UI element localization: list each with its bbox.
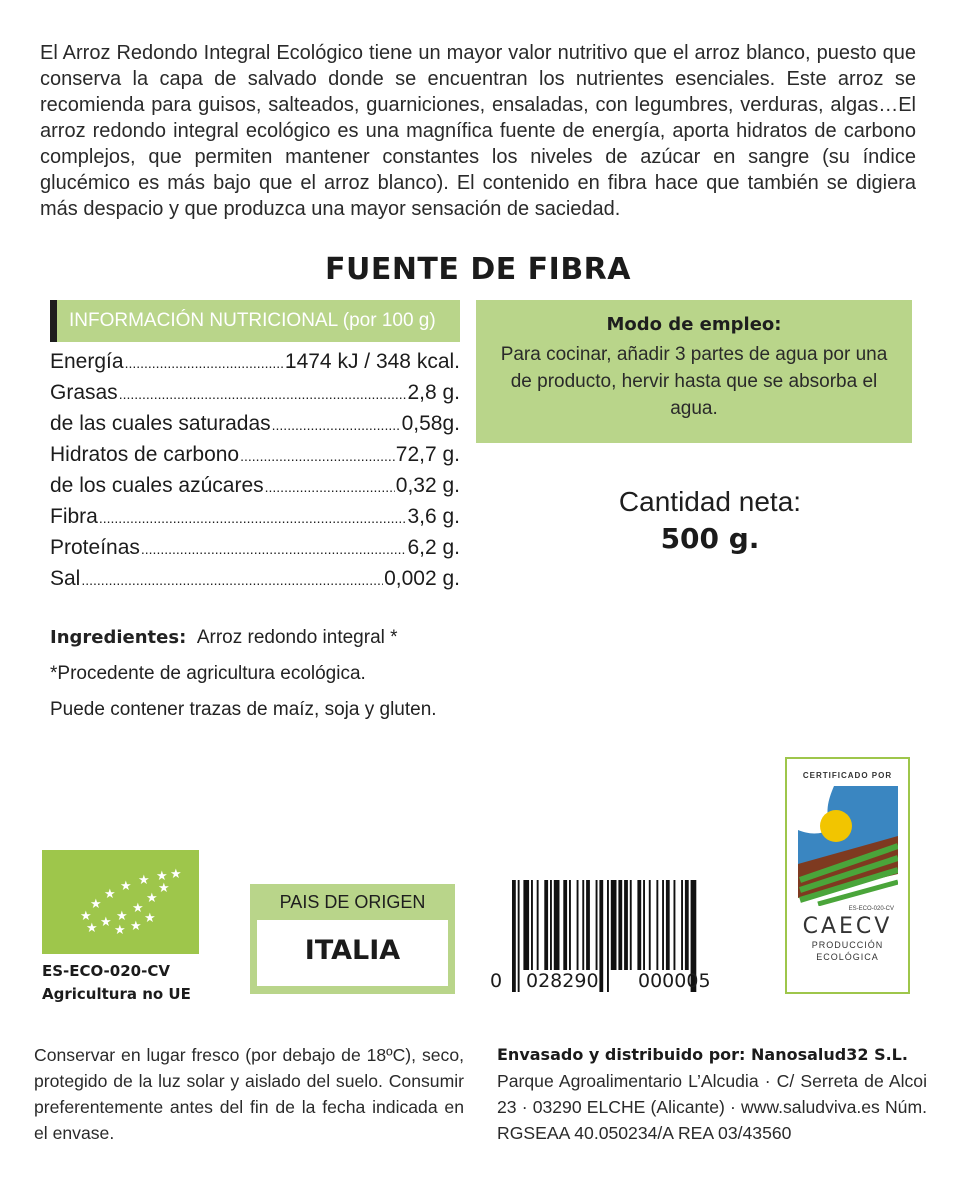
barcode-bar [599,880,603,992]
nutrition-row-carbohydrates [50,443,460,474]
headline: FUENTE DE FIBRA [324,252,632,287]
organic-note: *Procedente de agricultura ecológica. [50,663,366,684]
barcode-bar [662,880,664,970]
nutrition-value: 72,7 g. [395,443,460,466]
caecv-certification-logo [785,757,910,994]
eu-star-icon: ★ [170,867,182,882]
mode-of-use-text: Para cocinar, añadir 3 partes de agua por una de producto, hervir hasta que se absorba el agua. [500,344,888,419]
dot-leader [141,541,407,557]
dot-leader [81,572,383,588]
barcode-bar [563,880,567,970]
barcode-bar [666,880,670,970]
barcode-bar [554,880,560,970]
barcode-bar [611,880,617,970]
nutrition-label: Proteínas [50,536,140,559]
eu-star-icon: ★ [114,923,126,938]
origin-country: ITALIA [257,920,448,986]
eu-star-icon: ★ [80,909,92,924]
barcode-bar [531,880,533,970]
eu-star-icon: ★ [138,873,150,888]
nutrition-label: Hidratos de carbono [50,443,240,466]
caecv-name: CAECV [802,914,893,939]
dot-leader [125,355,284,371]
barcode-bar [537,880,539,970]
caecv-sub-2: ECOLÓGICA [816,952,879,962]
nutrition-table [50,350,460,598]
barcode-bar [643,880,645,970]
nutrition-label: Fibra [50,505,98,528]
barcode-bar [618,880,622,970]
barcode-digit-prefix: 0 [490,970,503,992]
nutrition-header: INFORMACIÓN NUTRICIONAL (por 100 g) [50,300,460,342]
eu-star-icon: ★ [132,901,144,916]
barcode-bar [685,880,689,970]
eu-star-icon: ★ [146,891,158,906]
eu-star-icon: ★ [104,887,116,902]
product-description: El Arroz Redondo Integral Ecológico tiene un mayor valor nutritivo que el arroz blanco, puesto que conserva la capa de salvado donde se encuentran los nutrientes esenciales. Este arroz se recomienda para guisos, salteados, guarniciones, ensaladas, con legumbres, verduras, algas…El arroz redondo integral ecológico es una magnífica fuente de energía, aporta hidratos de carbono complejos, que permiten mantener constantes los niveles de azúcar en sangre (su índice glucémico es más bajo que el arroz blanco). El contenido en fibra hace que también se digiera más despacio y que produzca una mayor sensación de saciedad. [40,42,916,220]
caecv-emblem-icon [798,786,898,906]
ingredients-block [50,620,480,728]
nutrition-row-energy [50,350,460,381]
nutrition-value: 0,002 g. [384,567,460,590]
eu-origin-text: Agricultura no UE [42,985,191,1003]
nutrition-row-protein [50,536,460,567]
eu-star-icon: ★ [144,911,156,926]
barcode-bar [674,880,676,970]
barcode-bar [523,880,529,970]
eu-code-text: ES-ECO-020-CV [42,962,170,980]
origin-title: PAIS DE ORIGEN [279,892,426,912]
eu-star-icon: ★ [90,897,102,912]
storage-instructions: Conservar en lugar fresco (por debajo de 18ºC), seco, protegido de la luz solar y aislado del suelo. Consumir preferentemente antes del fin de la fecha indicada en el envase. [34,1045,464,1143]
nutrition-row-salt [50,567,460,598]
barcode-bar [582,880,584,970]
nutrition-row-fat [50,381,460,412]
caecv-eco-code: ES-ECO-020-CV [848,906,894,912]
dot-leader [119,386,407,402]
barcode-digits-left: 028290 [526,970,599,992]
barcode-bar [550,880,552,970]
barcode-digits-right: 000005 [638,970,711,992]
net-quantity [560,486,860,555]
barcode-bar [577,880,579,970]
net-quantity-label: Cantidad neta: [618,486,802,517]
eu-star-icon: ★ [116,909,128,924]
ingredients-value: Arroz redondo integral * [196,627,398,648]
nutrition-label: Energía [50,350,124,373]
barcode-bar [681,880,683,970]
barcode-bar [544,880,548,970]
nutrition-value: 0,32 g. [395,474,460,497]
barcode-bar [607,880,609,992]
barcode-bar [586,880,590,970]
nutrition-value: 3,6 g. [407,505,460,528]
barcode-bar [512,880,516,992]
nutrition-label: de las cuales saturadas [50,412,271,435]
eu-control-code [42,960,191,1006]
origin-box [250,884,455,994]
mode-of-use-title: Modo de empleo: [606,314,782,335]
barcode-bar [656,880,658,970]
distributor-address: Parque Agroalimentario L’Alcudia · C/ Serreta de Alcoi 23 · 03290 ELCHE (Alicante) · www.saludviva.es Núm. RGSEAA 40.050234/A REA 03/43560 [497,1071,927,1143]
traces-note: Puede contener trazas de maíz, soja y gluten. [50,699,437,720]
ingredients-line [50,620,480,656]
eu-star-icon: ★ [156,869,168,884]
nutrition-value: 6,2 g. [407,536,460,559]
dot-leader [272,417,401,433]
barcode-bar [624,880,628,970]
nutrition-row-sugars [50,474,460,505]
eu-star-icon: ★ [100,915,112,930]
distributor-title: Envasado y distribuido por: Nanosalud32 S.L. [497,1045,908,1064]
eu-star-icon: ★ [120,879,132,894]
nutrition-label: Sal [50,567,81,590]
barcode-bar [518,880,520,992]
nutrition-label: de los cuales azúcares [50,474,264,497]
distributor-info [497,1042,927,1146]
nutrition-value: 0,58g. [401,412,460,435]
dot-leader [99,510,407,526]
nutrition-label: Grasas [50,381,118,404]
caecv-sub-1: PRODUCCIÓN [811,940,884,950]
dot-leader [265,479,395,495]
eu-organic-leaf-logo [42,850,199,954]
certified-by-label: CERTIFICADO POR [802,771,893,780]
net-quantity-value: 500 g. [660,522,760,555]
ingredients-title: Ingredientes: [50,627,187,648]
nutrition-value: 2,8 g. [407,381,460,404]
barcode-bar [637,880,641,970]
eu-star-icon: ★ [158,881,170,896]
eu-leaf-stars-icon [42,850,199,954]
barcode-bar [649,880,651,970]
barcode-bar [569,880,571,970]
barcode-bar [630,880,632,970]
barcode-bar [596,880,598,970]
eu-star-icon: ★ [130,919,142,934]
nutrition-value: 1474 kJ / 348 kcal. [284,350,460,373]
mode-of-use-box [476,300,912,443]
eu-star-icon: ★ [86,921,98,936]
dot-leader [240,448,395,464]
nutrition-row-saturated [50,412,460,443]
nutrition-row-fiber [50,505,460,536]
